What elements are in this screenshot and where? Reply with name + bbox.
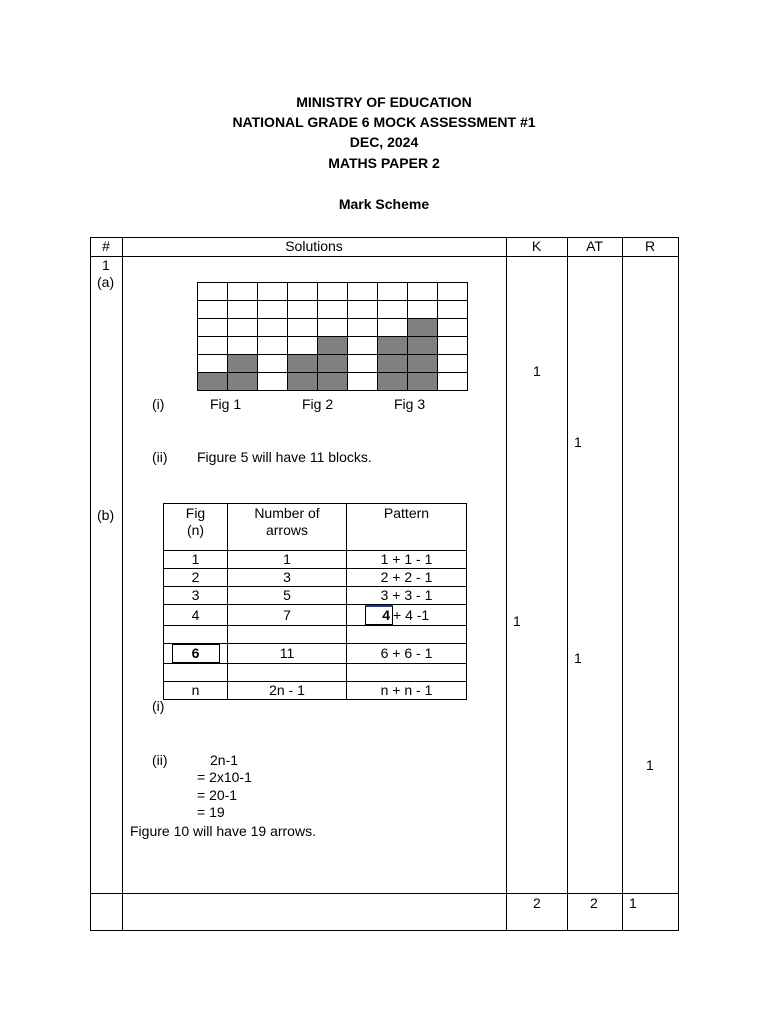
grid-cell <box>228 337 258 355</box>
grid-cell <box>348 337 378 355</box>
grid-cell-filled <box>408 319 438 337</box>
grid-cell <box>438 337 468 355</box>
grid-cell-filled <box>378 337 408 355</box>
grid-cell <box>438 355 468 373</box>
grid-cell <box>348 319 378 337</box>
header-r: R <box>644 238 656 254</box>
grid-cell <box>348 301 378 319</box>
total-at: 2 <box>590 895 598 911</box>
table-row: 4 7 4 + 4 -1 <box>164 605 467 626</box>
boxed-six: 6 <box>172 644 220 663</box>
pattern-header-pattern: Pattern <box>347 504 467 551</box>
date-title: DEC, 2024 <box>349 134 419 150</box>
assessment-title: NATIONAL GRADE 6 MOCK ASSESSMENT #1 <box>232 114 536 130</box>
grid-cell <box>318 301 348 319</box>
grid-cell <box>408 283 438 301</box>
grid-cell <box>438 373 468 391</box>
pattern-table <box>163 503 467 700</box>
fig-2-label: Fig 2 <box>302 396 334 412</box>
table-row: 1 1 1 + 1 - 1 <box>164 551 467 569</box>
boxed-four: 4 <box>365 605 393 625</box>
part-b-i-label: (i) <box>152 698 165 714</box>
grid-cell-filled <box>318 373 348 391</box>
mark-k-a: 1 <box>533 363 541 379</box>
header-k: K <box>531 238 542 254</box>
grid-cell-filled <box>198 373 228 391</box>
fig-1-label: Fig 1 <box>210 396 242 412</box>
mark-scheme-title: Mark Scheme <box>338 196 430 212</box>
header-at: AT <box>586 238 603 254</box>
grid-cell <box>288 301 318 319</box>
grid-cell-filled <box>318 355 348 373</box>
grid-cell <box>258 337 288 355</box>
grid-cell-filled <box>288 355 318 373</box>
grid-cell <box>198 355 228 373</box>
grid-cell-filled <box>228 355 258 373</box>
part-b-label: (b) <box>97 507 115 523</box>
grid-cell-filled <box>378 355 408 373</box>
mark-at-a: 1 <box>574 434 582 450</box>
grid-cell <box>348 373 378 391</box>
grid-cell-filled <box>408 337 438 355</box>
header-number: # <box>102 238 110 254</box>
grid-cell <box>438 301 468 319</box>
grid-cell <box>288 319 318 337</box>
working-line-1: 2n-1 <box>210 752 239 768</box>
table-row-blank <box>164 664 467 682</box>
grid-cell <box>228 301 258 319</box>
grid-cell-filled <box>408 373 438 391</box>
ministry-title: MINISTRY OF EDUCATION <box>296 94 472 110</box>
grid-cell <box>228 319 258 337</box>
grid-cell <box>318 283 348 301</box>
grid-cell <box>258 319 288 337</box>
grid-cell <box>198 319 228 337</box>
fig-3-label: Fig 3 <box>394 396 426 412</box>
grid-cell <box>318 319 348 337</box>
pattern-header-arrows: Number of arrows <box>228 504 347 551</box>
grid-cell <box>288 337 318 355</box>
grid-cell <box>378 319 408 337</box>
grid-cell <box>378 301 408 319</box>
grid-cell <box>288 283 318 301</box>
working-line-2: = 2x10-1 <box>197 769 252 785</box>
grid-cell <box>348 283 378 301</box>
grid-cell-filled <box>408 355 438 373</box>
total-r: 1 <box>629 895 637 911</box>
mark-k-b: 1 <box>513 613 521 629</box>
grid-cell <box>258 283 288 301</box>
table-row: 6 11 6 + 6 - 1 <box>164 644 467 664</box>
mark-r-b: 1 <box>646 757 654 773</box>
block-pattern-grid <box>197 282 468 391</box>
grid-cell-filled <box>318 337 348 355</box>
pattern-header-fig: Fig (n) <box>164 504 228 551</box>
grid-cell <box>258 301 288 319</box>
grid-cell <box>438 319 468 337</box>
grid-cell <box>438 283 468 301</box>
part-a-ii-answer: Figure 5 will have 11 blocks. <box>197 449 372 465</box>
grid-cell <box>258 355 288 373</box>
grid-cell-filled <box>288 373 318 391</box>
part-b-ii-label: (ii) <box>152 752 168 768</box>
total-k: 2 <box>533 895 541 911</box>
table-row: 3 5 3 + 3 - 1 <box>164 587 467 605</box>
part-a-ii-label: (ii) <box>152 449 168 465</box>
grid-cell-filled <box>228 373 258 391</box>
working-line-3: = 20-1 <box>197 787 238 803</box>
grid-cell <box>258 373 288 391</box>
grid-cell <box>228 283 258 301</box>
header-solutions: Solutions <box>285 238 343 254</box>
question-number: 1 <box>102 257 110 273</box>
working-line-4: = 19 <box>197 804 225 820</box>
part-a-i-label: (i) <box>152 396 165 412</box>
grid-cell-filled <box>378 373 408 391</box>
table-row-blank <box>164 626 467 644</box>
grid-cell <box>348 355 378 373</box>
table-row: 2 3 2 + 2 - 1 <box>164 569 467 587</box>
part-a-label: (a) <box>97 274 115 290</box>
grid-cell <box>198 337 228 355</box>
part-b-ii-conclusion: Figure 10 will have 19 arrows. <box>130 823 316 839</box>
grid-cell <box>408 301 438 319</box>
mark-at-b: 1 <box>574 650 582 666</box>
grid-cell <box>378 283 408 301</box>
paper-title: MATHS PAPER 2 <box>328 155 440 171</box>
grid-cell <box>198 301 228 319</box>
grid-cell <box>198 283 228 301</box>
table-row: n 2n - 1 n + n - 1 <box>164 682 467 700</box>
